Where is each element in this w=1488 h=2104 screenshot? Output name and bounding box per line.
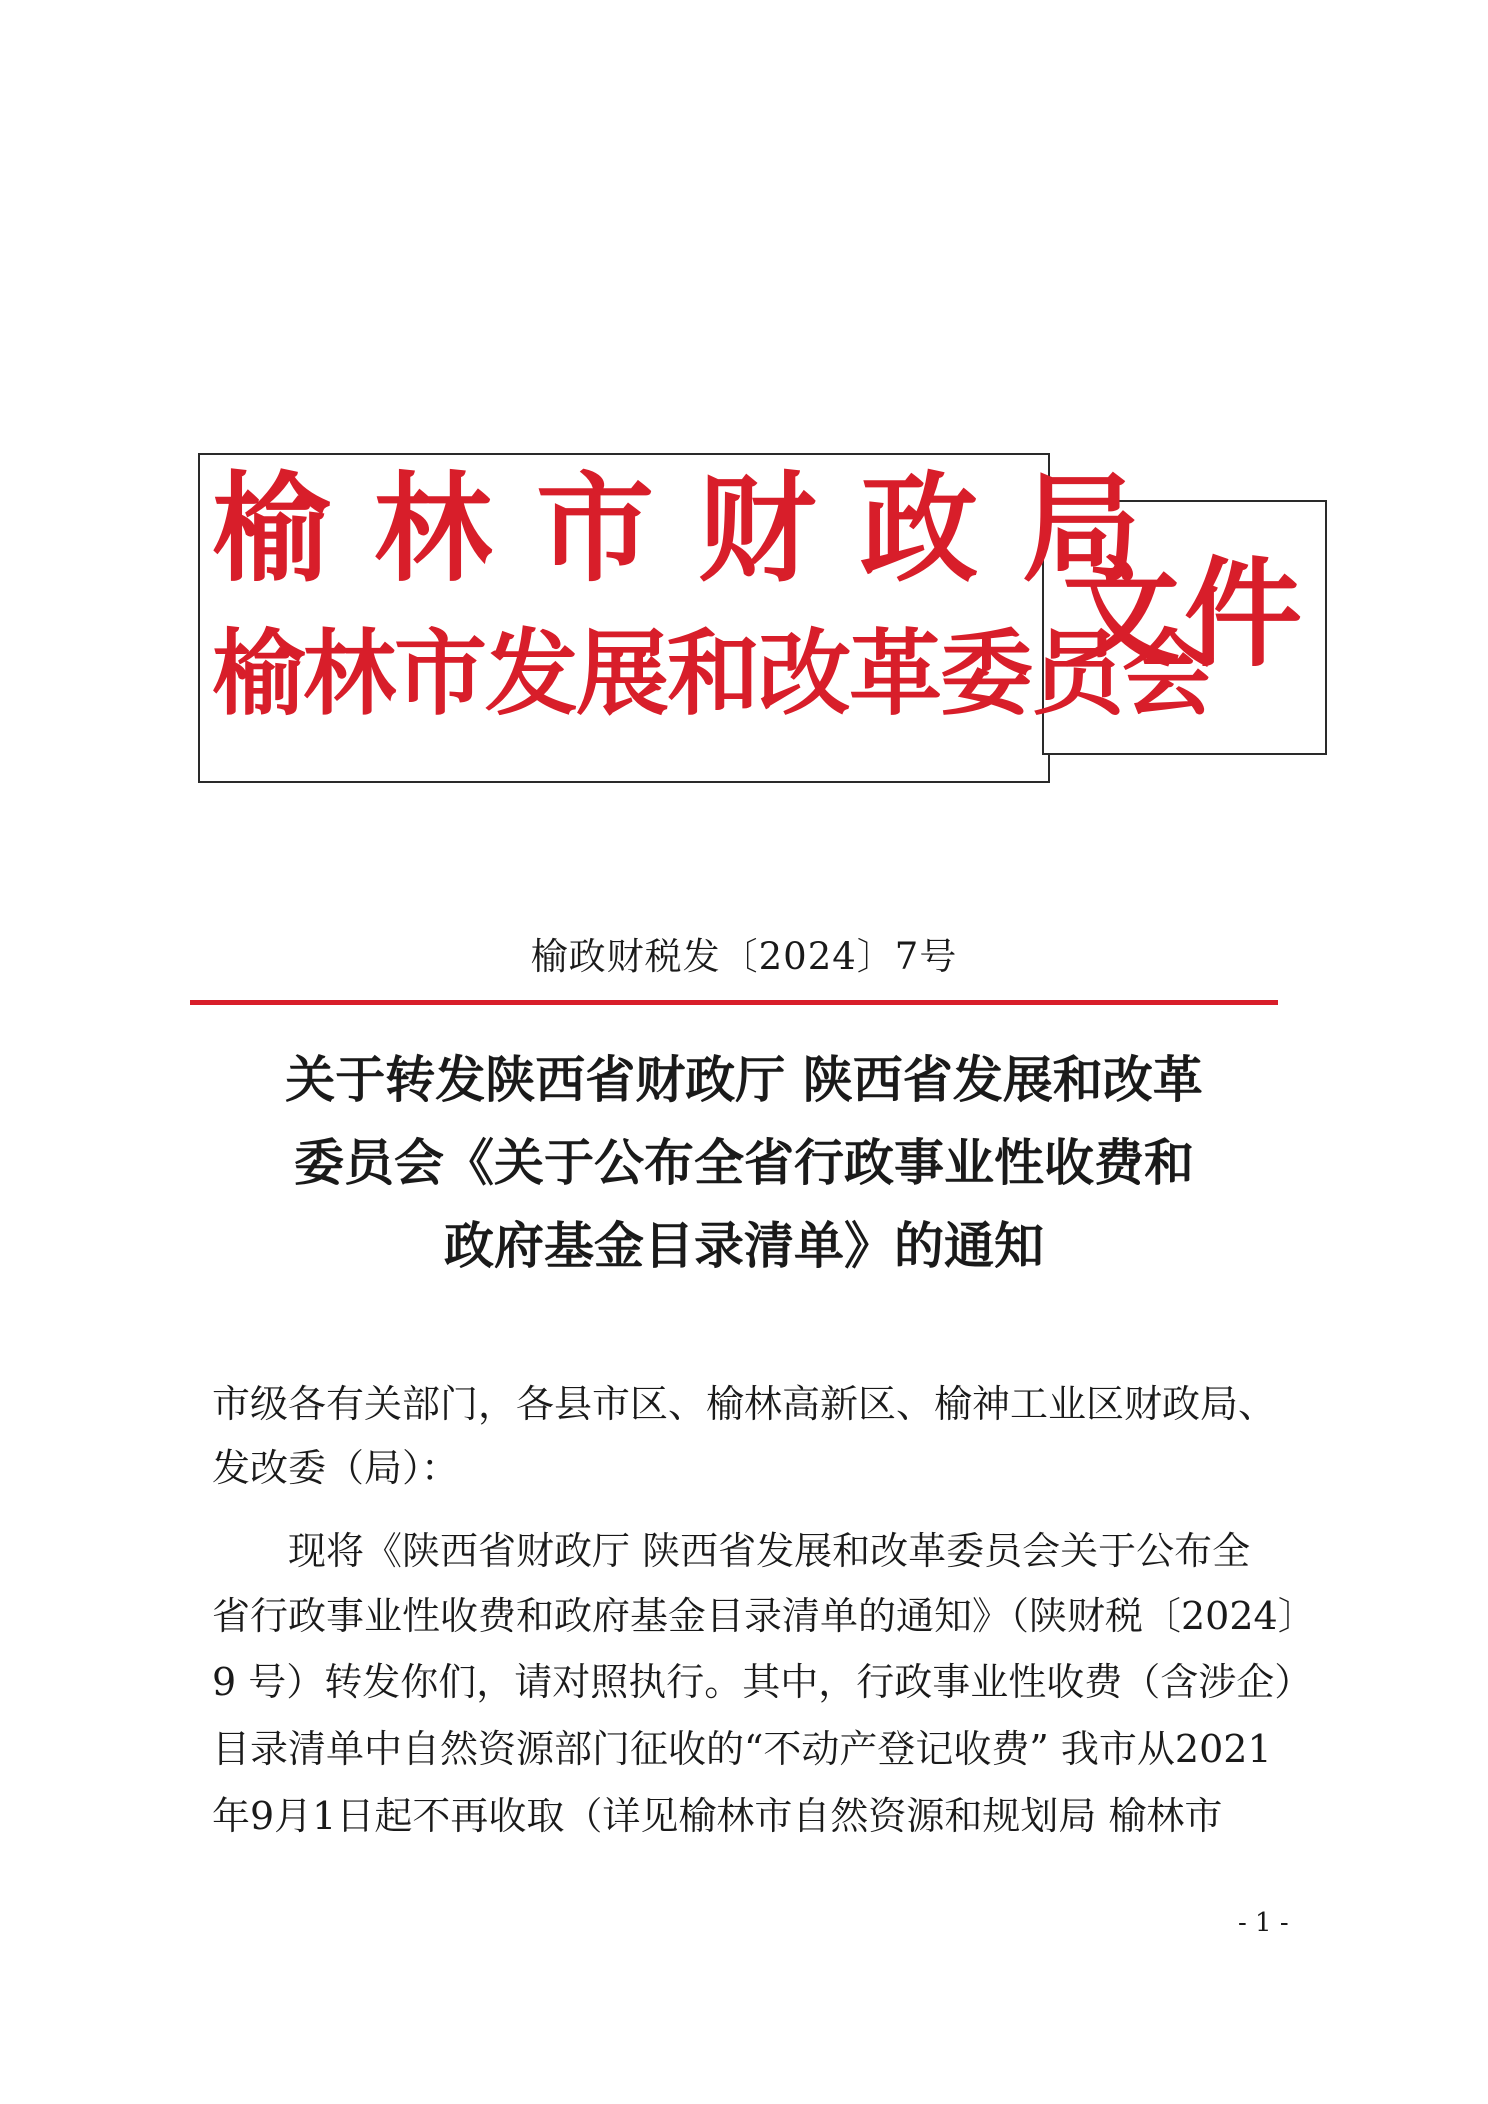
body-line-2: 发改委（局）： [212, 1446, 460, 1490]
body-line-3: 现将《陕西省财政厅 陕西省发展和改革委员会关于公布全 [212, 1529, 1251, 1573]
issuer-finance-bureau: 榆林市财政局 [212, 460, 1185, 598]
body-line-4: 省行政事业性收费和政府基金目录清单的通知》（陕财税〔2024〕 [212, 1594, 1316, 1638]
doc-type-label: 文件 [1062, 545, 1307, 683]
red-divider-line [190, 1000, 1278, 1005]
body-line-7: 年9月1日起不再收取（详见榆林市自然资源和规划局 榆林市 [212, 1794, 1223, 1838]
document-number: 榆政财税发〔2024〕7号 [530, 935, 958, 978]
title-line-1: 关于转发陕西省财政厅 陕西省发展和改革 [285, 1051, 1203, 1109]
title-line-3: 政府基金目录清单》的通知 [444, 1217, 1044, 1275]
page-number: - 1 - [1238, 1908, 1289, 1938]
body-line-5: 9 号）转发你们，请对照执行。其中，行政事业性收费（含涉企） [212, 1660, 1313, 1704]
body-line-6: 目录清单中自然资源部门征收的“不动产登记收费” 我市从2021 [212, 1727, 1272, 1771]
title-line-2: 委员会《关于公布全省行政事业性收费和 [294, 1134, 1194, 1192]
body-line-1: 市级各有关部门，各县市区、榆林高新区、榆神工业区财政局、 [212, 1382, 1277, 1426]
issuer-development-reform-commission: 榆林市发展和改革委员会 [212, 620, 1213, 728]
